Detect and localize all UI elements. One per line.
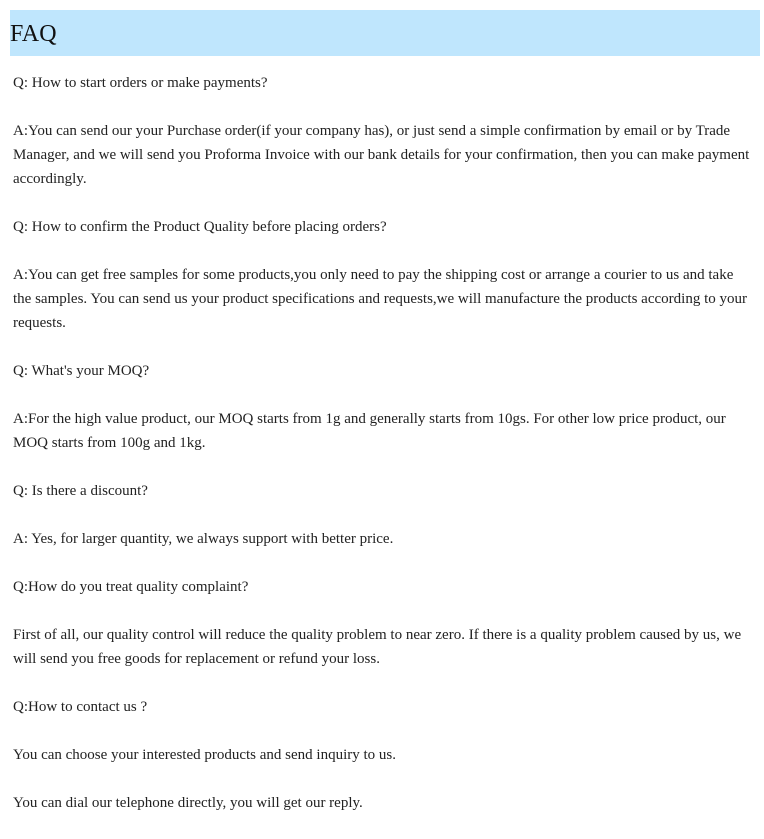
faq-question: Q: What's your MOQ? — [13, 363, 150, 379]
faq-answer: First of all, our quality control will reduce the quality problem to near zero. If there is a quality problem caused by us, we will send you free goods for replacement or refund your loss. — [13, 627, 742, 667]
faq-answer: A:For the high value product, our MOQ starts from 1g and generally starts from 10gs. For other low price product, our MOQ starts from 100g and 1kg. — [13, 411, 726, 451]
faq-question: Q: How to confirm the Product Quality before placing orders? — [13, 219, 387, 235]
faq-answer: A:You can send our your Purchase order(if your company has), or just send a simple confirmation by email or by Trade Manager, and we will send you Proforma Invoice with our bank details for your confirmation, then you can make payment accordingly. — [13, 123, 750, 187]
faq-question: Q: Is there a discount? — [13, 483, 148, 499]
faq-answer: You can dial our telephone directly, you will get our reply. — [13, 795, 363, 811]
faq-question: Q:How do you treat quality complaint? — [13, 579, 249, 595]
page-title: FAQ — [10, 21, 57, 47]
faq-answer: A: Yes, for larger quantity, we always support with better price. — [13, 531, 394, 547]
faq-answer: A:You can get free samples for some products,you only need to pay the shipping cost or arrange a courier to us and take the samples. You can send us your product specifications and requests,we will manufacture the products according to your requests. — [13, 267, 747, 331]
faq-content — [13, 71, 755, 839]
faq-question: Q:How to contact us ? — [13, 699, 148, 715]
faq-answer: You can choose your interested products and send inquiry to us. — [13, 747, 396, 763]
faq-header-bar — [10, 10, 760, 56]
faq-question: Q: How to start orders or make payments? — [13, 75, 268, 91]
